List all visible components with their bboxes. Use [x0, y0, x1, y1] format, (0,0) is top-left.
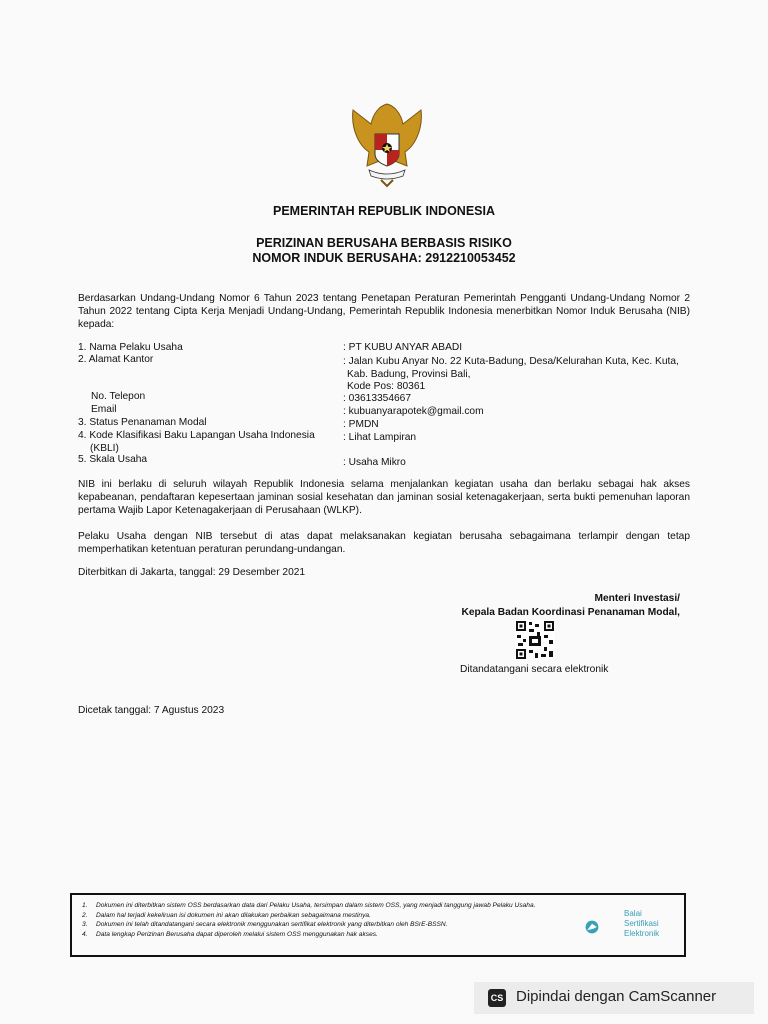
- electronic-signature-note: Ditandatangani secara elektronik: [460, 664, 609, 675]
- signer-line-1: Menteri Investasi/: [594, 593, 680, 604]
- kbli-label: [78, 430, 315, 455]
- footer-note: 4. Data lengkap Perizinan Berusaha dapat diperoleh melalui sistem OSS menggunakan hak akses.: [82, 930, 378, 938]
- print-date: Dicetak tanggal: 7 Agustus 2023: [78, 705, 225, 716]
- phone-value: : 03613354667: [343, 393, 411, 404]
- address-line-2: Kab. Badung, Provinsi Bali,: [347, 368, 471, 380]
- camscanner-logo-icon: CS: [488, 989, 506, 1007]
- garuda-emblem-icon: [343, 96, 431, 188]
- nib-number: NOMOR INDUK BERUSAHA: 2912210053452: [252, 251, 516, 265]
- license-title: [0, 236, 768, 266]
- validity-paragraph: NIB ini berlaku di seluruh wilayah Republik Indonesia selama menjalankan kegiatan usaha dan berlaku sebagai hak akses kepabeanan, pendaftaran kepesertaan jaminan sosial kesehatan dan jaminan sosial ketenagakerjaan, serta bukti pemenuhan laporan pertama Wajib Lapor Ketenagakerjaan di Perusahaan (WLKP).: [78, 479, 690, 516]
- footer-note: 3. Dokumen ini telah ditandatangani secara elektronik menggunakan sertifikat elektronik yang diterbitkan oleh BSrE-BSSN.: [82, 921, 448, 928]
- name-label: 1. Nama Pelaku Usaha: [78, 342, 183, 353]
- issue-date: Diterbitkan di Jakarta, tanggal: 29 Desember 2021: [78, 567, 306, 578]
- investment-status-label: 3. Status Penanaman Modal: [78, 417, 207, 428]
- footer-notes-box: [70, 893, 686, 957]
- name-value: : PT KUBU ANYAR ABADI: [343, 342, 463, 353]
- address-label: 2. Alamat Kantor: [78, 354, 154, 365]
- footer-note: 1. Dokumen ini diterbitkan sistem OSS berdasarkan data dari Pelaku Usaha, tersimpan dalam sistem OSS, yang menjadi tanggung jawab Pelaku Usaha.: [82, 902, 536, 909]
- footer-note: 2. Dalam hal terjadi kekeliruan isi dokumen ini akan dilakukan perbaikan sebagaimana mestinya.: [82, 911, 371, 919]
- title-line-1: PERIZINAN BERUSAHA BERBASIS RISIKO: [256, 236, 512, 250]
- camscanner-text: Dipindai dengan CamScanner: [516, 988, 717, 1005]
- activity-paragraph: Pelaku Usaha dengan NIB tersebut di atas dapat melaksanakan kegiatan berusaha sebagaimana terlampir dengan tetap memperhatikan ketentuan peraturan perundang-undangan.: [78, 531, 690, 555]
- address-value: [343, 356, 693, 394]
- bse-logo-icon: [584, 907, 624, 947]
- qr-code-icon: [515, 620, 555, 660]
- signer-line-2: Kepala Badan Koordinasi Penanaman Modal,: [461, 607, 680, 618]
- kbli-value: : Lihat Lampiran: [343, 432, 417, 443]
- business-scale-label: 5. Skala Usaha: [78, 454, 148, 465]
- camscanner-watermark: [474, 982, 754, 1014]
- bse-logo-text: Balai Sertifikasi Elektronik: [624, 909, 660, 938]
- signer-title: [380, 592, 680, 620]
- kbli-label-line-1: 4. Kode Klasifikasi Baku Lapangan Usaha Indonesia: [78, 430, 315, 441]
- address-line-1: : Jalan Kubu Anyar No. 22 Kuta-Badung, Desa/Kelurahan Kuta, Kec. Kuta,: [343, 356, 679, 367]
- business-scale-value: : Usaha Mikro: [343, 457, 406, 468]
- kbli-label-line-2: (KBLI): [90, 442, 119, 454]
- email-label: Email: [91, 404, 117, 415]
- footer-notes: [82, 901, 562, 939]
- address-line-3: Kode Pos: 80361: [347, 381, 426, 392]
- government-heading: PEMERINTAH REPUBLIK INDONESIA: [272, 204, 495, 218]
- intro-paragraph: Berdasarkan Undang-Undang Nomor 6 Tahun 2023 tentang Penetapan Peraturan Pemerintah Pengganti Undang-Undang Nomor 2 Tahun 2022 tentang Cipta Kerja Menjadi Undang-Undang, Pemerintah Republik Indonesia menerbitkan Nomor Induk Berusaha (NIB) kepada:: [78, 293, 690, 330]
- investment-status-value: : PMDN: [343, 419, 379, 430]
- phone-label: No. Telepon: [91, 391, 146, 402]
- email-value: : kubuanyarapotek@gmail.com: [343, 406, 484, 417]
